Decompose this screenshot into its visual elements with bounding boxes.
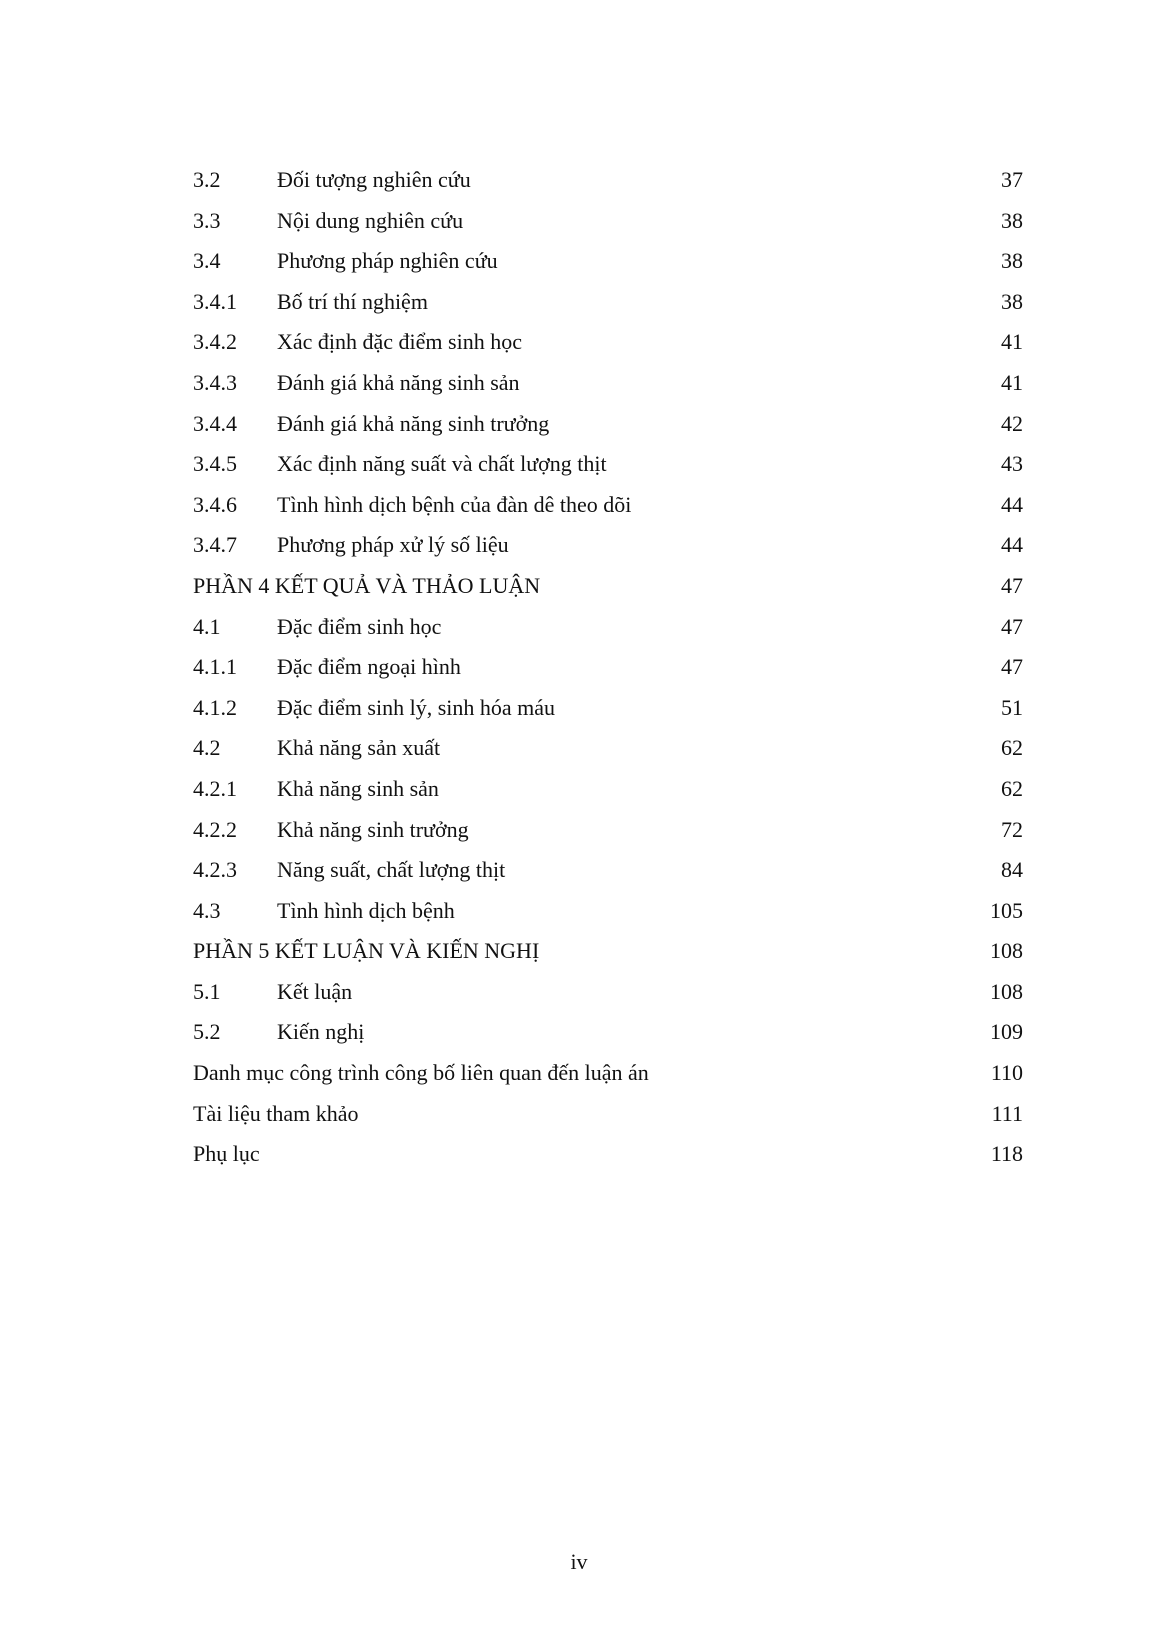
toc-entry-title: Tình hình dịch bệnh của đàn dê theo dõi <box>277 491 632 517</box>
toc-entry-title: Khả năng sinh sản <box>277 775 439 801</box>
toc-entry-number: 3.3 <box>193 207 221 233</box>
toc-entry <box>193 444 1023 485</box>
toc-entry <box>193 160 1023 201</box>
toc-entry <box>193 1094 1023 1135</box>
toc-entry-page: 111 <box>991 1100 1023 1126</box>
toc-entry-page: 38 <box>1001 207 1023 233</box>
toc-entry-number: 4.2.1 <box>193 775 237 801</box>
toc-entry-number: 3.4.1 <box>193 288 237 314</box>
toc-entry <box>193 1134 1023 1175</box>
toc-entry <box>193 241 1023 282</box>
toc-entry-page: 51 <box>1001 694 1023 720</box>
toc-entry-title: Kết luận <box>277 978 353 1004</box>
toc-entry-title: Xác định đặc điểm sinh học <box>277 329 522 355</box>
toc-entry <box>193 850 1023 891</box>
toc-entry-page: 42 <box>1001 410 1023 436</box>
toc-entry <box>193 201 1023 242</box>
toc-entry-title: Tài liệu tham khảo <box>193 1100 359 1126</box>
toc-entry <box>193 688 1023 729</box>
toc-entry-page: 118 <box>990 1141 1023 1167</box>
toc-entry-page: 84 <box>1001 857 1023 883</box>
toc-entry <box>193 728 1023 769</box>
toc-entry-title: Đối tượng nghiên cứu <box>277 167 471 192</box>
toc-entry-page: 41 <box>1001 329 1023 355</box>
toc-entry-number: 3.4.4 <box>193 410 237 436</box>
toc-entry-number: 3.4 <box>193 248 221 274</box>
toc-entry <box>193 322 1023 363</box>
toc-entry-number: 3.4.6 <box>193 491 237 517</box>
toc-entry-title: Kiến nghị <box>277 1019 365 1045</box>
toc-entry-title: Đặc điểm sinh học <box>277 613 442 639</box>
toc-entry-title: Nội dung nghiên cứu <box>277 207 464 233</box>
toc-entry-title: Đánh giá khả năng sinh sản <box>277 369 520 395</box>
toc-entry-number: 5.1 <box>193 978 221 1004</box>
toc-entry-number: 4.2 <box>193 735 221 761</box>
toc-entry-page: 41 <box>1001 369 1023 395</box>
toc-entry-number: 3.2 <box>193 167 221 192</box>
toc-entry-number: 3.4.5 <box>193 451 237 477</box>
toc-entry-page: 47 <box>1001 613 1023 639</box>
toc-entry-page: 110 <box>990 1060 1023 1086</box>
toc-entry-title: Năng suất, chất lượng thịt <box>277 857 506 883</box>
toc-entry <box>193 647 1023 688</box>
table-of-contents <box>193 160 1023 1175</box>
toc-entry <box>193 607 1023 648</box>
toc-entry-page: 109 <box>990 1019 1023 1045</box>
toc-entry-page: 37 <box>1001 167 1023 192</box>
toc-entry-title: Tình hình dịch bệnh <box>277 897 455 923</box>
toc-entry-title: Đặc điểm sinh lý, sinh hóa máu <box>277 694 556 720</box>
toc-entry-title: Bố trí thí nghiệm <box>277 288 428 314</box>
toc-entry-page: 108 <box>990 938 1023 964</box>
toc-entry-title: Khả năng sản xuất <box>277 735 441 761</box>
toc-entry <box>193 525 1023 566</box>
toc-entry-title: Xác định năng suất và chất lượng thịt <box>277 451 607 477</box>
toc-entry-page: 44 <box>1001 491 1023 517</box>
toc-entry <box>193 1012 1023 1053</box>
toc-entry-number: 4.3 <box>193 897 221 923</box>
toc-entry-title: Khả năng sinh trưởng <box>277 816 469 842</box>
toc-entry-page: 43 <box>1001 451 1023 477</box>
toc-entry <box>193 1053 1023 1094</box>
toc-entry-page: 44 <box>1001 532 1023 558</box>
toc-entry-page: 105 <box>990 897 1023 923</box>
toc-entry <box>193 282 1023 323</box>
toc-entry <box>193 931 1023 972</box>
toc-entry <box>193 363 1023 404</box>
toc-entry-title: Danh mục công trình công bố liên quan đến luận án <box>193 1060 649 1086</box>
toc-entry-page: 38 <box>1001 248 1023 274</box>
toc-entry <box>193 810 1023 851</box>
toc-entry-number: 3.4.3 <box>193 369 237 395</box>
toc-entry-title: Phương pháp nghiên cứu <box>277 248 498 274</box>
toc-entry-number: 3.4.2 <box>193 329 237 355</box>
toc-entry-page: 72 <box>1001 816 1023 842</box>
toc-entry-number: 4.1.1 <box>193 654 237 680</box>
page-number: iv <box>570 1549 588 1574</box>
toc-entry <box>193 404 1023 445</box>
toc-entry-title: Phương pháp xử lý số liệu <box>277 532 509 558</box>
toc-entry-number: 3.4.7 <box>193 532 237 558</box>
toc-entry-page: 47 <box>1001 654 1023 680</box>
toc-entry-page: 38 <box>1001 288 1023 314</box>
toc-entry <box>193 566 1023 607</box>
toc-entry-title: Phụ lục <box>193 1141 260 1167</box>
toc-entry-page: 62 <box>1001 735 1023 761</box>
toc-entry <box>193 891 1023 932</box>
toc-entry-page: 47 <box>1001 572 1023 598</box>
toc-entry-number: 4.2.2 <box>193 816 237 842</box>
toc-entry-page: 62 <box>1001 775 1023 801</box>
toc-entry-title: PHẦN 5 KẾT LUẬN VÀ KIẾN NGHỊ <box>193 938 540 964</box>
toc-entry-title: Đặc điểm ngoại hình <box>277 654 461 680</box>
toc-entry-number: 4.1.2 <box>193 694 237 720</box>
toc-entry-title: Đánh giá khả năng sinh trưởng <box>277 410 550 436</box>
toc-entry-title: PHẦN 4 KẾT QUẢ VÀ THẢO LUẬN <box>193 572 541 598</box>
toc-entry-number: 5.2 <box>193 1019 221 1045</box>
toc-entry <box>193 972 1023 1013</box>
toc-entry-page: 108 <box>990 978 1023 1004</box>
toc-entry-number: 4.2.3 <box>193 857 237 883</box>
toc-entry <box>193 485 1023 526</box>
toc-entry <box>193 769 1023 810</box>
toc-entry-number: 4.1 <box>193 613 221 639</box>
